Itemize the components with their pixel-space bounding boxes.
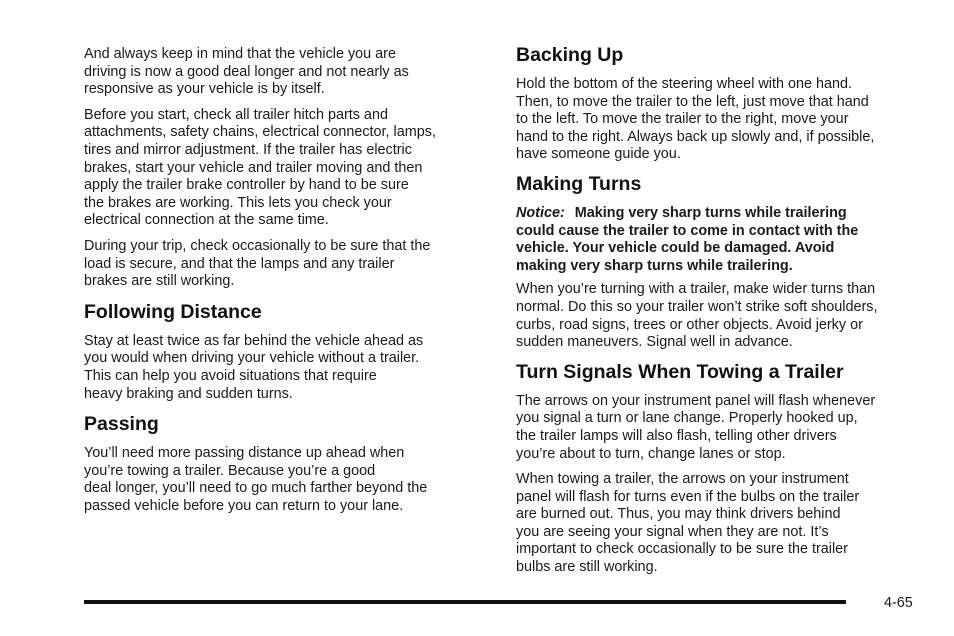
left-column: [84, 46, 482, 523]
notice-text: Making very sharp turns while trailering could cause the trailer to come in contact with the vehicle. Your vehicle could be damaged. Avoid making very sharp turns while trailering.: [516, 204, 859, 274]
making-turns-heading: Making Turns: [516, 172, 642, 195]
footer-rule: [84, 600, 846, 604]
notice-block: [516, 205, 922, 275]
notice-label: Notice:: [516, 204, 565, 221]
turn-signals-heading: Turn Signals When Towing a Trailer: [516, 360, 844, 383]
following-distance-text: Stay at least twice as far behind the vehicle ahead as you would when driving your vehicle without a trailer. This can help you avoid situations that require heavy braking and sudden turns.: [84, 332, 424, 402]
backing-up-heading: Backing Up: [516, 44, 624, 66]
right-column: [516, 44, 922, 585]
page-number: 4-65: [884, 595, 913, 611]
turn-signals-text-1: The arrows on your instrument panel will flash whenever you signal a turn or lane change. Properly hooked up, the trailer lamps will also flash, telling other drivers you’re about to turn, change lanes or stop.: [516, 392, 876, 462]
backing-up-text: Hold the bottom of the steering wheel with one hand. Then, to move the trailer to the left, just move that hand to the left. To move the trailer to the right, move your hand to the right. Always back up slowly and, if possible, have someone guide you.: [516, 76, 875, 163]
intro-paragraph: And always keep in mind that the vehicle you are driving is now a good deal longer and not nearly as responsive as your vehicle is by itself.: [84, 46, 409, 98]
following-distance-heading: Following Distance: [84, 300, 262, 323]
passing-text: You’ll need more passing distance up ahead when you’re towing a trailer. Because you’re a good deal longer, you’ll need to go much farther beyond the passed vehicle before you can return to your lane.: [84, 445, 428, 514]
during-trip-paragraph: During your trip, check occasionally to be sure that the load is secure, and that the lamps and any trailer brakes are still working.: [84, 237, 431, 290]
making-turns-text: When you’re turning with a trailer, make wider turns than normal. Do this so your trailer won’t strike soft shoulders, curbs, road signs, trees or other objects. Avoid jerky or sudden maneuvers. Signal well in advance.: [516, 281, 878, 351]
passing-heading: Passing: [84, 413, 159, 436]
turn-signals-text-2: When towing a trailer, the arrows on your instrument panel will flash for turns even if the bulbs on the trailer are burned out. Thus, you may think drivers behind you are seeing your signal when they are not. It’s important to check occasionally to be sure the trailer bulbs are still working.: [516, 471, 860, 576]
pre-trip-check-paragraph: Before you start, check all trailer hitch parts and attachments, safety chains, electrical connector, lamps, tires and mirror adjustment. If the trailer has electric brakes, start your vehicle and trailer moving and then apply the trailer brake controller by hand to be sure the brakes are working. This lets you check your electrical connection at the same time.: [84, 106, 436, 229]
